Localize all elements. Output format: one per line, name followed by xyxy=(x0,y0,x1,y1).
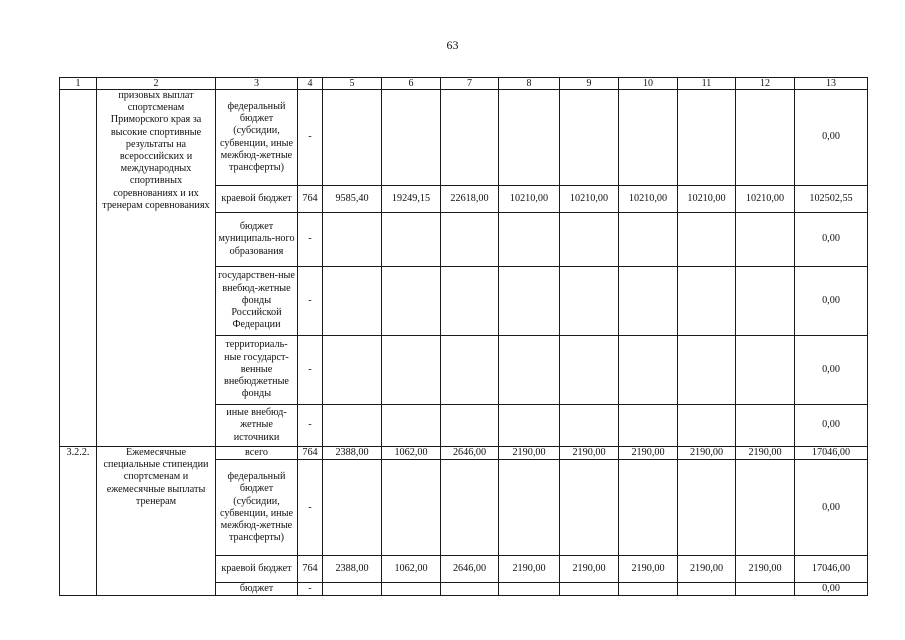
funding-source: бюджет xyxy=(216,583,298,596)
value-cell xyxy=(499,90,560,186)
value-cell xyxy=(441,405,499,447)
code-cell: 764 xyxy=(298,447,323,460)
code-cell: - xyxy=(298,405,323,447)
funding-source: всего xyxy=(216,447,298,460)
total-cell: 0,00 xyxy=(795,213,868,267)
value-cell xyxy=(678,583,736,596)
funding-source: иные внебюд-жетные источники xyxy=(216,405,298,447)
column-header: 1 xyxy=(60,78,97,90)
value-cell: 2646,00 xyxy=(441,447,499,460)
column-header: 11 xyxy=(678,78,736,90)
value-cell xyxy=(499,405,560,447)
value-cell xyxy=(560,583,619,596)
value-cell xyxy=(619,583,678,596)
column-header: 8 xyxy=(499,78,560,90)
value-cell xyxy=(619,460,678,556)
column-header: 7 xyxy=(441,78,499,90)
value-cell: 2190,00 xyxy=(736,556,795,583)
value-cell xyxy=(736,336,795,405)
code-cell: - xyxy=(298,267,323,336)
value-cell xyxy=(382,405,441,447)
total-cell: 0,00 xyxy=(795,405,868,447)
column-header: 6 xyxy=(382,78,441,90)
value-cell: 2190,00 xyxy=(560,447,619,460)
value-cell xyxy=(323,336,382,405)
value-cell: 10210,00 xyxy=(736,186,795,213)
funding-source: федеральный бюджет (субсидии, субвенции, иные межбюд-жетные трансферты) xyxy=(216,460,298,556)
value-cell xyxy=(323,460,382,556)
value-cell xyxy=(736,583,795,596)
budget-table xyxy=(59,77,868,596)
value-cell xyxy=(499,213,560,267)
value-cell: 2190,00 xyxy=(499,447,560,460)
value-cell xyxy=(678,405,736,447)
value-cell xyxy=(619,90,678,186)
value-cell xyxy=(441,583,499,596)
value-cell: 2190,00 xyxy=(499,556,560,583)
value-cell: 2190,00 xyxy=(678,447,736,460)
table-row xyxy=(60,447,868,460)
column-header: 12 xyxy=(736,78,795,90)
item-number: 3.2.2. xyxy=(60,447,97,596)
value-cell xyxy=(736,267,795,336)
value-cell xyxy=(382,583,441,596)
column-header: 13 xyxy=(795,78,868,90)
value-cell: 1062,00 xyxy=(382,447,441,460)
value-cell xyxy=(499,336,560,405)
value-cell xyxy=(323,583,382,596)
funding-source: государствен-ные внебюд-жетные фонды Российской Федерации xyxy=(216,267,298,336)
value-cell: 2190,00 xyxy=(736,447,795,460)
value-cell: 19249,15 xyxy=(382,186,441,213)
value-cell xyxy=(382,213,441,267)
total-cell: 0,00 xyxy=(795,583,868,596)
value-cell xyxy=(441,460,499,556)
code-cell: - xyxy=(298,583,323,596)
value-cell xyxy=(678,90,736,186)
value-cell: 2190,00 xyxy=(619,447,678,460)
value-cell xyxy=(323,213,382,267)
value-cell: 2388,00 xyxy=(323,556,382,583)
value-cell xyxy=(560,90,619,186)
value-cell: 10210,00 xyxy=(560,186,619,213)
item-number xyxy=(60,90,97,447)
value-cell: 10210,00 xyxy=(678,186,736,213)
value-cell: 1062,00 xyxy=(382,556,441,583)
value-cell: 2190,00 xyxy=(560,556,619,583)
value-cell xyxy=(499,460,560,556)
value-cell xyxy=(499,583,560,596)
value-cell xyxy=(560,405,619,447)
value-cell: 2190,00 xyxy=(619,556,678,583)
value-cell xyxy=(441,267,499,336)
value-cell xyxy=(560,460,619,556)
value-cell xyxy=(736,460,795,556)
value-cell xyxy=(678,213,736,267)
value-cell: 9585,40 xyxy=(323,186,382,213)
funding-source: территориаль-ные государст-венные внебюджетные фонды xyxy=(216,336,298,405)
value-cell: 2190,00 xyxy=(678,556,736,583)
funding-source: бюджет муниципаль-ного образования xyxy=(216,213,298,267)
code-cell: - xyxy=(298,336,323,405)
value-cell xyxy=(619,336,678,405)
code-cell: - xyxy=(298,90,323,186)
column-header: 5 xyxy=(323,78,382,90)
value-cell: 2388,00 xyxy=(323,447,382,460)
value-cell xyxy=(560,267,619,336)
code-cell: 764 xyxy=(298,186,323,213)
column-header: 2 xyxy=(97,78,216,90)
funding-source: федеральный бюджет (субсидии, субвенции, иные межбюд-жетные трансферты) xyxy=(216,90,298,186)
value-cell xyxy=(382,267,441,336)
total-cell: 0,00 xyxy=(795,460,868,556)
value-cell xyxy=(619,213,678,267)
page-number: 63 xyxy=(446,38,459,52)
code-cell: 764 xyxy=(298,556,323,583)
value-cell: 10210,00 xyxy=(499,186,560,213)
value-cell xyxy=(323,267,382,336)
total-cell: 17046,00 xyxy=(795,447,868,460)
value-cell xyxy=(560,336,619,405)
item-name: Ежемесячные специальные стипендии спортсменам и ежемесячные выплаты тренерам xyxy=(97,447,216,596)
funding-source: краевой бюджет xyxy=(216,186,298,213)
value-cell xyxy=(619,405,678,447)
column-number-row xyxy=(60,78,868,90)
total-cell: 17046,00 xyxy=(795,556,868,583)
value-cell xyxy=(499,267,560,336)
code-cell: - xyxy=(298,460,323,556)
value-cell xyxy=(382,90,441,186)
value-cell xyxy=(382,460,441,556)
item-name: призовых выплат спортсменам Приморского края за высокие спортивные результаты на всероссийских и международных спортивных соревнованиях и их тренерам соревнованиях xyxy=(97,90,216,447)
value-cell xyxy=(678,336,736,405)
value-cell xyxy=(678,267,736,336)
value-cell xyxy=(678,460,736,556)
value-cell xyxy=(382,336,441,405)
value-cell xyxy=(441,90,499,186)
total-cell: 0,00 xyxy=(795,336,868,405)
total-cell: 0,00 xyxy=(795,267,868,336)
value-cell xyxy=(441,213,499,267)
value-cell: 22618,00 xyxy=(441,186,499,213)
value-cell xyxy=(736,213,795,267)
code-cell: - xyxy=(298,213,323,267)
value-cell xyxy=(619,267,678,336)
total-cell: 0,00 xyxy=(795,90,868,186)
funding-source: краевой бюджет xyxy=(216,556,298,583)
table-row xyxy=(60,90,868,186)
column-header: 9 xyxy=(560,78,619,90)
value-cell xyxy=(736,405,795,447)
value-cell xyxy=(323,90,382,186)
column-header: 4 xyxy=(298,78,323,90)
value-cell xyxy=(736,90,795,186)
column-header: 3 xyxy=(216,78,298,90)
value-cell xyxy=(441,336,499,405)
total-cell: 102502,55 xyxy=(795,186,868,213)
value-cell xyxy=(323,405,382,447)
column-header: 10 xyxy=(619,78,678,90)
value-cell: 2646,00 xyxy=(441,556,499,583)
value-cell: 10210,00 xyxy=(619,186,678,213)
value-cell xyxy=(560,213,619,267)
